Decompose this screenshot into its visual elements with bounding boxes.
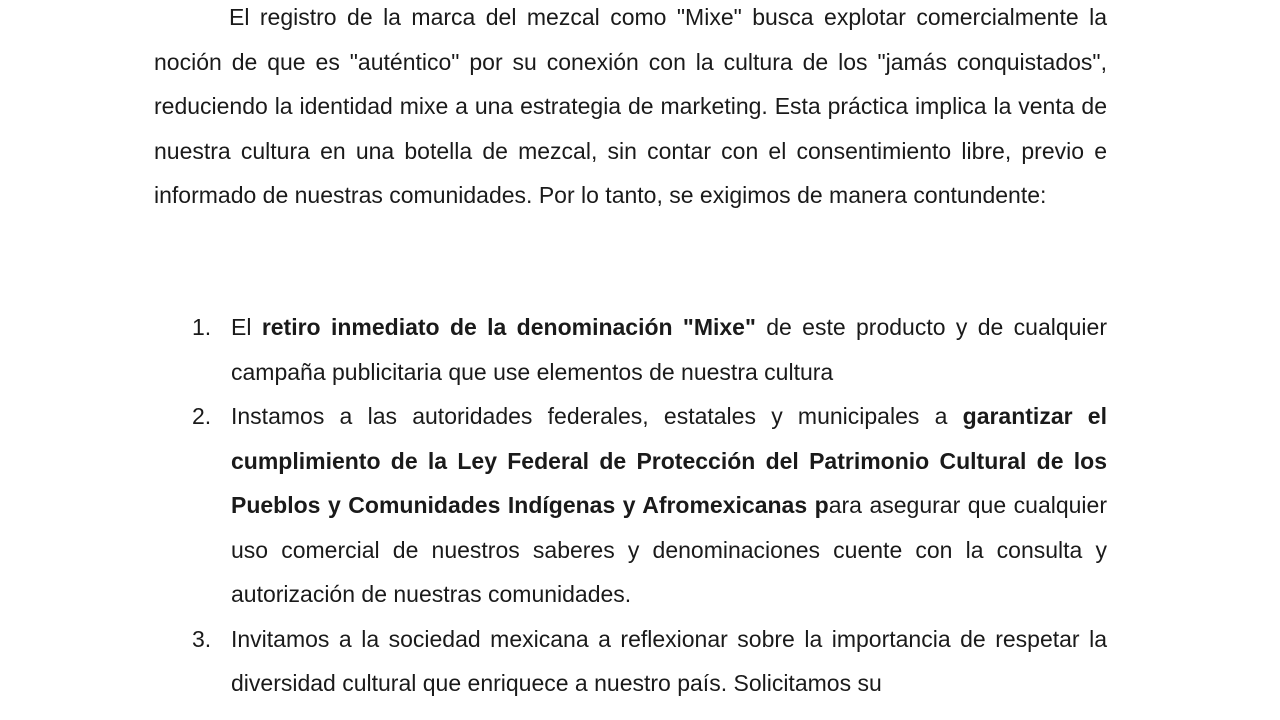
demand-number: 1. [192,314,212,340]
demand-item-3 [154,617,1107,706]
intro-paragraph: El registro de la marca del mezcal como "Mixe" busca explotar comercialmente la noción de que es "auténtico" por su conexión con la cultura de los "jamás conquistados", reduciendo la identidad mixe a una estrategia de marketing. Esta práctica implica la venta de nuestra cultura en una botella de mezcal, sin contar con el consentimiento libre, previo e informado de nuestras comunidades. Por lo tanto, se exigimos de manera contundente: [154,4,1107,208]
demands-list [154,305,1107,706]
demand-text: Instamos a las autoridades federales, estatales y municipales a garantizar el cumplimiento de la Ley Federal de Protección del Patrimonio Cultural de los Pueblos y Comunidades Indígenas y Afromexicanas para asegurar que cualquier uso comercial de nuestros saberes y denominaciones cuente con la consulta y autorización de nuestras comunidades. [231,403,1107,607]
demand-text: Invitamos a la sociedad mexicana a reflexionar sobre la importancia de respetar la diversidad cultural que enriquece a nuestro país. Solicitamos su [231,625,1107,696]
demand-bold-text: garantizar el cumplimiento de la Ley Federal de Protección del Patrimonio Cultural de los Pueblos y Comunidades Indígenas y Afromexicanas p [231,403,1107,518]
demand-text: El retiro inmediato de la denominación "Mixe" de este producto y de cualquier campaña publicitaria que use elementos de nuestra cultura [231,314,1107,385]
demand-number: 2. [192,403,212,429]
demand-bold-text: retiro inmediato de la denominación "Mixe" [261,314,756,340]
demand-item-1 [154,305,1107,394]
demand-item-2 [154,394,1107,617]
demand-number: 3. [192,625,212,652]
